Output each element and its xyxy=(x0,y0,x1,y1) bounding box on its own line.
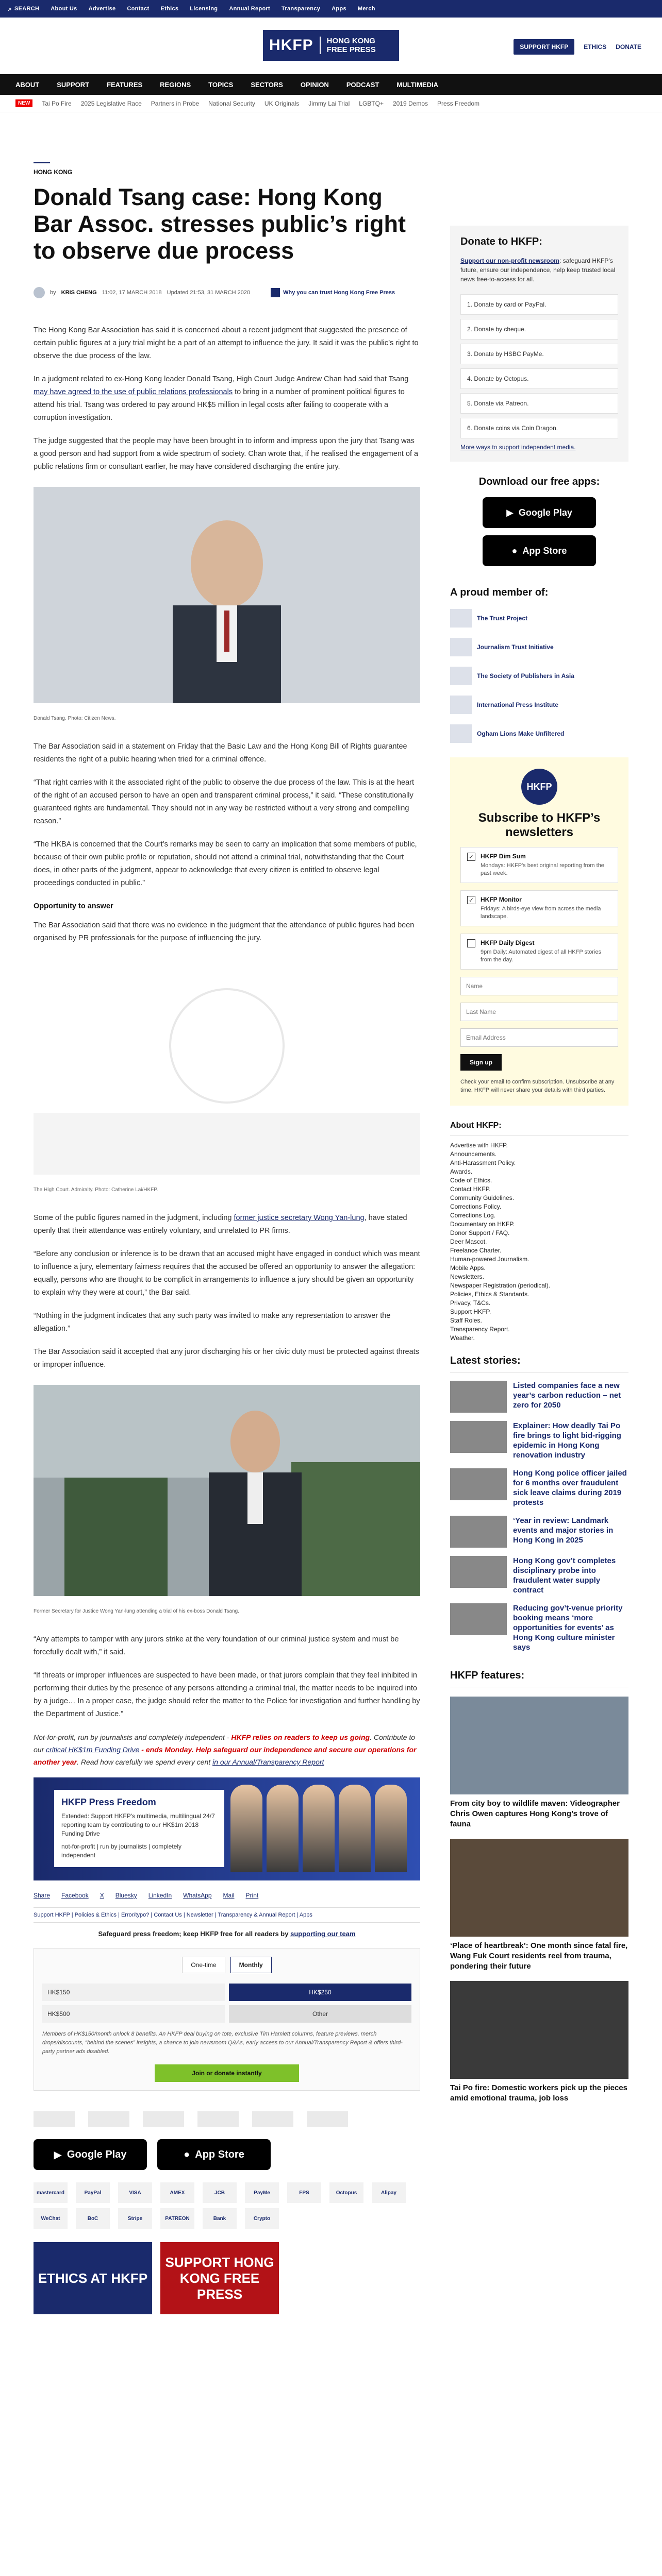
topbar-link-advertise[interactable]: Advertise xyxy=(88,6,116,12)
topbar-link-ethics[interactable]: Ethics xyxy=(160,6,179,12)
logo-name: HONG KONG FREE PRESS xyxy=(326,37,376,54)
member-logo-icon xyxy=(450,696,472,714)
member-logos xyxy=(450,609,628,743)
member-jti[interactable]: Journalism Trust Initiative xyxy=(450,638,628,656)
paragraph: “Before any conclusion or inference is to be drawn that an accused might have engaged in conduct which was meant to influence a jury, elementary fairness requires that the accused be offered an opportunity to answer the allegation: equally, persons who are thought to be complicit in arrangements to influence a jury should be given an opportunity to explain why they were at court,” the Bar said. xyxy=(34,1250,420,1297)
staff-photo xyxy=(230,1785,262,1872)
inline-link[interactable]: former justice secretary Wong Yan-lung xyxy=(234,1214,365,1222)
staff-photo xyxy=(375,1785,407,1872)
member-sopa[interactable]: The Society of Publishers in Asia xyxy=(450,667,628,685)
share-bar xyxy=(34,1892,420,1899)
latest-story[interactable]: Reducing gov’t-venue priority booking means ‘more opportunities for events’ as Hong Kong culture minister says xyxy=(450,1603,628,1652)
latest-story[interactable]: Listed companies face a new year’s carbon reduction – net zero for 2050 xyxy=(450,1381,628,1413)
about-link[interactable]: Weather. xyxy=(450,1334,475,1342)
paragraph: The judge suggested that the people may have been brought in to inform and impress upon the jury that Tsang was a good person and had support from a wide spectrum of society. Chan wrote that, if he realised the engagement of a public relations firm or consultant earlier, he may have considered discharging the entire jury. xyxy=(34,437,419,471)
about-link[interactable]: Community Guidelines. xyxy=(450,1194,515,1201)
donate-box xyxy=(450,226,628,462)
support-links-row[interactable]: Support HKFP | Policies & Ethics | Error/typo? | Contact Us | Newsletter | Transparency & Annual Report | Apps xyxy=(34,1907,420,1923)
payment-logo[interactable]: BoC xyxy=(76,2208,110,2229)
merch-banner-support[interactable]: SUPPORT HONG KONG FREE PRESS xyxy=(160,2242,279,2314)
trust-badge[interactable]: Why you can trust Hong Kong Free Press xyxy=(271,288,395,297)
staff-photo xyxy=(267,1785,299,1872)
features-title: HKFP features: xyxy=(450,1670,628,1687)
publish-date: 11:02, 17 MARCH 2018 xyxy=(102,290,162,296)
about-link[interactable]: Human-powered Journalism. xyxy=(450,1256,529,1263)
member-ogham[interactable]: Ogham Lions Make Unfiltered xyxy=(450,724,628,743)
newsletter-title: Subscribe to HKFP’s newsletters xyxy=(478,811,601,839)
topbar-link-transparency[interactable]: Transparency xyxy=(282,6,321,12)
latest-story[interactable]: Explainer: How deadly Tai Po fire brings to light bid-rigging epidemic in Hong Kong renovation industry xyxy=(450,1421,628,1460)
payment-logo[interactable]: PayPal xyxy=(76,2182,110,2203)
updated-date: Updated 21:53, 31 MARCH 2020 xyxy=(167,290,251,296)
paragraph: The Bar Association said that there was no evidence in the judgment that the attendance of public figures had been organised by PR professionals for the purpose of influencing the jury. xyxy=(34,921,415,942)
about-link[interactable]: Transparency Report. xyxy=(450,1326,510,1333)
story-thumbnail xyxy=(450,1516,507,1548)
newsletter-box xyxy=(450,757,628,1106)
author-name[interactable]: KRIS CHENG xyxy=(61,290,97,296)
about-link[interactable]: Newspaper Registration (periodical). xyxy=(450,1282,551,1289)
about-link[interactable]: Support HKFP. xyxy=(450,1308,491,1315)
funding-drive-link[interactable]: critical HK$1m Funding Drive xyxy=(46,1745,140,1754)
accreditation-logo xyxy=(252,2111,293,2127)
ethics-link[interactable]: ETHICS xyxy=(584,43,607,50)
trending-link[interactable]: Jimmy Lai Trial xyxy=(308,99,350,107)
feature-story[interactable]: Tai Po fire: Domestic workers pick up the pieces amid emotional trauma, job loss xyxy=(450,1981,628,2104)
sidebar xyxy=(450,112,628,2104)
payment-methods xyxy=(34,2182,420,2229)
payment-logo[interactable]: Stripe xyxy=(118,2208,152,2229)
accreditation-logo xyxy=(197,2111,239,2127)
share-print[interactable]: Print xyxy=(245,1892,259,1899)
nav-about[interactable]: ABOUT xyxy=(15,80,40,89)
payment-logo[interactable]: Bank xyxy=(203,2208,237,2229)
topbar-link-merch[interactable]: Merch xyxy=(357,6,375,12)
feature-image xyxy=(450,1839,628,1937)
banner-text-box xyxy=(54,1790,224,1867)
newsletter-option[interactable]: HKFP Daily Digest 9pm Daily: Automated digest of all HKFP stories from the day. xyxy=(460,934,618,970)
share-bluesky[interactable]: Bluesky xyxy=(115,1892,137,1899)
new-badge: NEW xyxy=(15,99,32,107)
payment-logo[interactable]: FPS xyxy=(287,2182,321,2203)
app-store-button[interactable]: ● App Store xyxy=(157,2139,271,2170)
share-x[interactable]: X xyxy=(100,1892,104,1899)
topbar-link-licensing[interactable]: Licensing xyxy=(190,6,218,12)
banner-title: HKFP Press Freedom xyxy=(61,1797,156,1807)
donate-title: Donate to HKFP: xyxy=(460,236,542,247)
main-nav xyxy=(0,74,662,95)
about-link[interactable]: Contact HKFP. xyxy=(450,1185,491,1193)
merch-banner-ethics[interactable]: ETHICS AT HKFP xyxy=(34,2242,152,2314)
paragraph: “Nothing in the judgment indicates that any such party was invited to make any representation to answer the allegation.” xyxy=(34,1312,391,1333)
app-store-buttons xyxy=(34,2139,420,2170)
amount-other[interactable]: Other xyxy=(229,2005,411,2023)
transparency-report-link[interactable]: in our Annual/Transparency Report xyxy=(212,1758,324,1766)
about-link[interactable]: Code of Ethics. xyxy=(450,1177,492,1184)
story-thumbnail xyxy=(450,1421,507,1453)
story-thumbnail xyxy=(450,1556,507,1588)
story-thumbnail xyxy=(450,1468,507,1500)
about-link[interactable]: Policies, Ethics & Standards. xyxy=(450,1291,529,1298)
support-hkfp-button[interactable]: SUPPORT HKFP xyxy=(514,39,574,55)
member-logo-icon xyxy=(450,724,472,743)
staff-photo xyxy=(339,1785,371,1872)
apps-title: Download our free apps: xyxy=(478,476,600,487)
banner-footnote: not-for-profit | run by journalists | completely independent xyxy=(61,1843,181,1859)
share-mail[interactable]: Mail xyxy=(223,1892,235,1899)
article xyxy=(34,112,420,2314)
accreditation-logo xyxy=(143,2111,184,2127)
article-category[interactable]: HONG KONG xyxy=(34,168,73,176)
about-link[interactable]: Awards. xyxy=(450,1168,473,1175)
nav-support[interactable]: SUPPORT xyxy=(57,80,90,89)
apple-icon: ● xyxy=(511,545,518,556)
about-link[interactable]: Deer Mascot. xyxy=(450,1238,487,1245)
story-thumbnail xyxy=(450,1381,507,1413)
accreditation-logo xyxy=(307,2111,348,2127)
payment-logo[interactable]: VISA xyxy=(118,2182,152,2203)
paragraph: “That right carries with it the associated right of the public to observe the due process of the law. This is at the heart of the right of an accused person to have an open and transparent criminal process,” it said. “These constitutionally guaranteed rights are fundamental. They should not in any way be restricted without a very strong and compelling reason.” xyxy=(34,778,415,825)
photo-donald-tsang xyxy=(34,487,420,703)
signup-button[interactable]: Sign up xyxy=(460,1054,502,1071)
play-icon: ▶ xyxy=(54,2149,62,2161)
photo-caption: Former Secretary for Justice Wong Yan-lung attending a trial of his ex-boss Donald Tsang. xyxy=(34,1608,239,1614)
author-avatar xyxy=(34,287,45,298)
tab-one-time[interactable]: One-time xyxy=(182,1957,225,1973)
amount-option-selected[interactable]: HK$250 xyxy=(229,1984,411,2001)
feature-image xyxy=(450,1697,628,1794)
share-whatsapp[interactable]: WhatsApp xyxy=(183,1892,212,1899)
trending-link[interactable]: Tai Po Fire xyxy=(42,99,72,107)
newsletter-option[interactable]: ✓ HKFP Dim Sum Mondays: HKFP's best original reporting from the past week. xyxy=(460,847,618,883)
feature-image xyxy=(450,1981,628,2079)
amount-option[interactable]: HK$150 xyxy=(42,1984,225,2001)
join-donate-button[interactable]: Join or donate instantly xyxy=(155,2064,299,2082)
trending-link[interactable]: 2025 Legislative Race xyxy=(80,99,142,107)
donation-method[interactable]: 2. Donate by cheque. xyxy=(460,319,618,340)
accreditation-logo xyxy=(88,2111,129,2127)
payment-logo[interactable]: PATREON xyxy=(160,2208,194,2229)
proud-member-title: A proud member of: xyxy=(450,587,549,598)
about-title: About HKFP: xyxy=(450,1121,628,1136)
google-play-button[interactable]: ▶ Google Play xyxy=(34,2139,147,2170)
topbar-link-about[interactable]: About Us xyxy=(51,6,77,12)
email-input[interactable] xyxy=(460,1028,618,1047)
paragraph: The Hong Kong Bar Association has said it is concerned about a recent judgment that suggested the presence of certain public figures at a jury trial might be a part of an attempt to influence the jury. It said it was the public’s right to observe the due process of the law. xyxy=(34,326,419,360)
donation-method[interactable]: 1. Donate by card or PayPal. xyxy=(460,294,618,315)
trust-icon xyxy=(271,288,280,297)
staff-photo xyxy=(303,1785,335,1872)
trending-link[interactable]: LGBTQ+ xyxy=(359,99,384,107)
about-link[interactable]: Staff Roles. xyxy=(450,1317,482,1324)
merch-banners xyxy=(34,2242,420,2314)
amount-option[interactable]: HK$500 xyxy=(42,2005,225,2023)
payment-logo[interactable]: Crypto xyxy=(245,2208,279,2229)
photo-wong-yan-lung xyxy=(34,1385,420,1596)
about-link[interactable]: Advertise with HKFP. xyxy=(450,1142,508,1149)
last-name-input[interactable] xyxy=(460,1003,618,1021)
author-prefix: by xyxy=(50,290,56,296)
latest-story[interactable]: Hong Kong police officer jailed for 6 months over fraudulent sick leave claims during 2019 protests xyxy=(450,1468,628,1507)
about-link[interactable]: Newsletters. xyxy=(450,1273,485,1280)
top-utility-bar xyxy=(0,0,662,18)
newsletter-note: Check your email to confirm subscription. Unsubscribe at any time. HKFP will never share your details with third parties. xyxy=(460,1079,615,1093)
topbar-link-contact[interactable]: Contact xyxy=(127,6,150,12)
paragraph: The Bar Association said in a statement on Friday that the Basic Law and the Hong Kong Bill of Rights guarantee residents the right of a public hearing when tried for a criminal offence. xyxy=(34,742,407,764)
latest-story[interactable]: ‘Year in review: Landmark events and major stories in Hong Kong in 2025 xyxy=(450,1516,628,1548)
funding-appeal: Not-for-profit, run by journalists and completely independent - HKFP relies on readers to keep us going. Contribute to our critical HK$1m Funding Drive - ends Monday. Help safeguard our independence and secure our operations for another year. Read how carefully we spend every cent in our Annual/Transparency Report xyxy=(34,1733,417,1766)
logo-mark: HKFP xyxy=(263,37,321,54)
trending-link[interactable]: National Security xyxy=(208,99,255,107)
site-header xyxy=(0,18,662,74)
nav-multimedia[interactable]: MULTIMEDIA xyxy=(396,80,439,89)
latest-story[interactable]: Hong Kong gov’t completes disciplinary probe into fraudulent water supply contract xyxy=(450,1556,628,1595)
photo-caption: The High Court. Admiralty. Photo: Catherine Lai/HKFP. xyxy=(34,1187,158,1193)
nav-sectors[interactable]: SECTORS xyxy=(251,80,283,89)
search-button[interactable]: ⌕ SEARCH xyxy=(8,5,40,12)
trending-link[interactable]: Partners in Probe xyxy=(151,99,200,107)
sidebar-app-buttons xyxy=(450,497,628,566)
paragraph: In a judgment related to ex-Hong Kong leader Donald Tsang, High Court Judge Andrew Chan had said that Tsang may have agreed to the use of public relations professionals to bring in a number of prominent political figures to attend his trial. Tsang was ordered to pay around HK$5 million in legal costs after failing to cooperate with a corruption investigation. xyxy=(34,375,409,422)
feature-story[interactable]: ‘Place of heartbreak’: One month since fatal fire, Wang Fuk Court residents reel from trauma, pondering their future xyxy=(450,1839,628,1972)
topbar-link-apps[interactable]: Apps xyxy=(332,6,346,12)
accreditation-logo xyxy=(34,2111,75,2127)
about-link[interactable]: Anti-Harassment Policy. xyxy=(450,1159,516,1166)
tab-monthly[interactable]: Monthly xyxy=(230,1957,272,1973)
checkbox[interactable] xyxy=(467,939,475,947)
payment-logo[interactable]: PayMe xyxy=(245,2182,279,2203)
category-accent xyxy=(34,162,50,163)
payment-logo[interactable]: JCB xyxy=(203,2182,237,2203)
checkbox[interactable]: ✓ xyxy=(467,853,475,861)
payment-logo[interactable]: AMEX xyxy=(160,2182,194,2203)
apple-icon: ● xyxy=(184,2148,190,2160)
paragraph: The Bar Association said it accepted that any juror discharging his or her civic duty must be protected against threats or improper influence. xyxy=(34,1348,419,1369)
payment-logo[interactable]: mastercard xyxy=(34,2182,68,2203)
trending-bar xyxy=(0,95,662,112)
topbar-link-annual-report[interactable]: Annual Report xyxy=(229,6,271,12)
member-logo-icon xyxy=(450,667,472,685)
trending-link[interactable]: 2019 Demos xyxy=(392,99,428,107)
newsletter-option[interactable]: ✓ HKFP Monitor Fridays: A birds-eye view from across the media landscape. xyxy=(460,890,618,926)
more-ways-link[interactable]: More ways to support independent media. xyxy=(460,444,576,451)
paragraph: “Any attempts to tamper with any jurors strike at the very foundation of our criminal justice system and must be forcefully dealt with,” it said. xyxy=(34,1635,399,1656)
banner-staff-photos xyxy=(230,1785,407,1872)
inline-link[interactable]: may have agreed to the use of public relations professionals xyxy=(34,388,233,396)
about-link[interactable]: Privacy, T&Cs. xyxy=(450,1299,491,1307)
paragraph: Some of the public figures named in the judgment, including former justice secretary Wong Yan-lung, have stated openly that their attendance was entirely voluntary, and unrelated to PR firms. xyxy=(34,1214,407,1235)
payment-logo[interactable]: Alipay xyxy=(372,2182,406,2203)
article-meta xyxy=(34,287,420,298)
safeguard-message: Safeguard press freedom; keep HKFP free for all readers by supporting our team xyxy=(98,1930,356,1938)
section-subhead: Opportunity to answer xyxy=(34,902,113,910)
donation-methods xyxy=(460,294,618,438)
nav-opinion[interactable]: OPINION xyxy=(300,80,329,89)
accreditation-logos xyxy=(34,2111,420,2127)
about-link[interactable]: Corrections Policy. xyxy=(450,1203,502,1210)
feature-story[interactable]: From city boy to wildlife maven: Videographer Chris Owen captures Hong Kong’s trove of fauna xyxy=(450,1697,628,1829)
donate-intro: Support our non-profit newsroom: safeguard HKFP’s future, ensure our independence, help keep trusted local news free-to-access for all. xyxy=(460,257,616,283)
donate-intro-link[interactable]: Support our non-profit newsroom xyxy=(460,257,559,264)
paragraph: “The HKBA is concerned that the Court’s remarks may be seen to carry an implication that some members of public, because of their own public profile or reputation, should not attend a criminal trial, notwithstanding that the Court does, in other parts of the judgment, appear to acknowledge that every citizen is entitled to observe legal proceedings conducted in public.” xyxy=(34,840,417,887)
google-play-button[interactable]: ▶ Google Play xyxy=(483,497,596,528)
story-thumbnail xyxy=(450,1603,507,1635)
article-body xyxy=(34,324,420,1721)
donation-method[interactable]: 3. Donate by HSBC PayMe. xyxy=(460,344,618,364)
donation-method[interactable]: 4. Donate by Octopus. xyxy=(460,368,618,389)
share-facebook[interactable]: Facebook xyxy=(61,1892,89,1899)
photo-high-court xyxy=(34,958,420,1175)
member-ipi[interactable]: International Press Institute xyxy=(450,696,628,714)
paragraph: “If threats or improper influences are suspected to have been made, or that jurors complain that they feel inhibited in performing their duties by the presence of any persons attending a criminal trial, the matter needs to be inquired into by a judge… In a proper case, the judge should refer the matter to the Police for investigation and further handling by the Department of Justice.” xyxy=(34,1671,420,1718)
payment-logo[interactable]: WeChat xyxy=(34,2208,68,2229)
about-link[interactable]: Documentary on HKFP. xyxy=(450,1221,515,1228)
frequency-tabs xyxy=(42,1957,411,1973)
photo-caption: Donald Tsang. Photo: Citizen News. xyxy=(34,716,116,721)
about-link[interactable]: Announcements. xyxy=(450,1150,497,1158)
member-trust-project[interactable]: The Trust Project xyxy=(450,609,628,628)
app-store-button[interactable]: ● App Store xyxy=(483,535,596,566)
donation-method[interactable]: 5. Donate via Patreon. xyxy=(460,393,618,414)
checkbox[interactable]: ✓ xyxy=(467,896,475,904)
first-name-input[interactable] xyxy=(460,977,618,995)
nav-podcast[interactable]: PODCAST xyxy=(346,80,379,89)
member-logo-icon xyxy=(450,609,472,628)
payment-logo[interactable]: Octopus xyxy=(329,2182,363,2203)
about-link[interactable]: Donor Support / FAQ. xyxy=(450,1229,510,1236)
trending-link[interactable]: UK Originals xyxy=(264,99,300,107)
search-icon: ⌕ xyxy=(8,5,12,12)
share-linkedin[interactable]: LinkedIn xyxy=(148,1892,172,1899)
trending-link[interactable]: Press Freedom xyxy=(437,99,480,107)
nav-features[interactable]: FEATURES xyxy=(107,80,143,89)
site-logo[interactable] xyxy=(263,30,399,61)
header-actions xyxy=(514,39,641,55)
donation-method[interactable]: 6. Donate coins via Coin Dragon. xyxy=(460,418,618,438)
article-headline: Donald Tsang case: Hong Kong Bar Assoc. stresses public’s right to observe due process xyxy=(34,184,406,264)
share-link[interactable]: Share xyxy=(34,1892,51,1899)
about-link[interactable]: Corrections Log. xyxy=(450,1212,496,1219)
support-team-link[interactable]: supporting our team xyxy=(290,1930,356,1938)
about-links xyxy=(450,1141,628,1343)
latest-stories-title: Latest stories: xyxy=(450,1355,628,1372)
membership-note: Members of HK$150/month unlock 8 benefits. An HKFP deal buying on tote, exclusive Tim Hamlett columns, feature previews, merch drops/discounts, “behind the scenes” insights, a chance to join newsroom Q&As, early access to our Annual/Transparency Report & offers third-party partner ads disabled. xyxy=(42,2031,403,2055)
funding-drive-banner[interactable] xyxy=(34,1777,420,1880)
play-icon: ▶ xyxy=(506,507,514,518)
newsletter-logo: HKFP xyxy=(521,769,557,805)
member-logo-icon xyxy=(450,638,472,656)
banner-text: Extended: Support HKFP's multimedia, multilingual 24/7 reporting team by contributing to our HK$1m 2018 Funding Drive xyxy=(61,1812,215,1837)
donate-widget xyxy=(34,1948,420,2091)
about-link[interactable]: Freelance Charter. xyxy=(450,1247,502,1254)
amount-grid xyxy=(42,1984,411,2023)
donate-link[interactable]: DONATE xyxy=(616,43,641,50)
nav-regions[interactable]: REGIONS xyxy=(160,80,191,89)
nav-topics[interactable]: TOPICS xyxy=(208,80,234,89)
about-link[interactable]: Mobile Apps. xyxy=(450,1264,486,1272)
